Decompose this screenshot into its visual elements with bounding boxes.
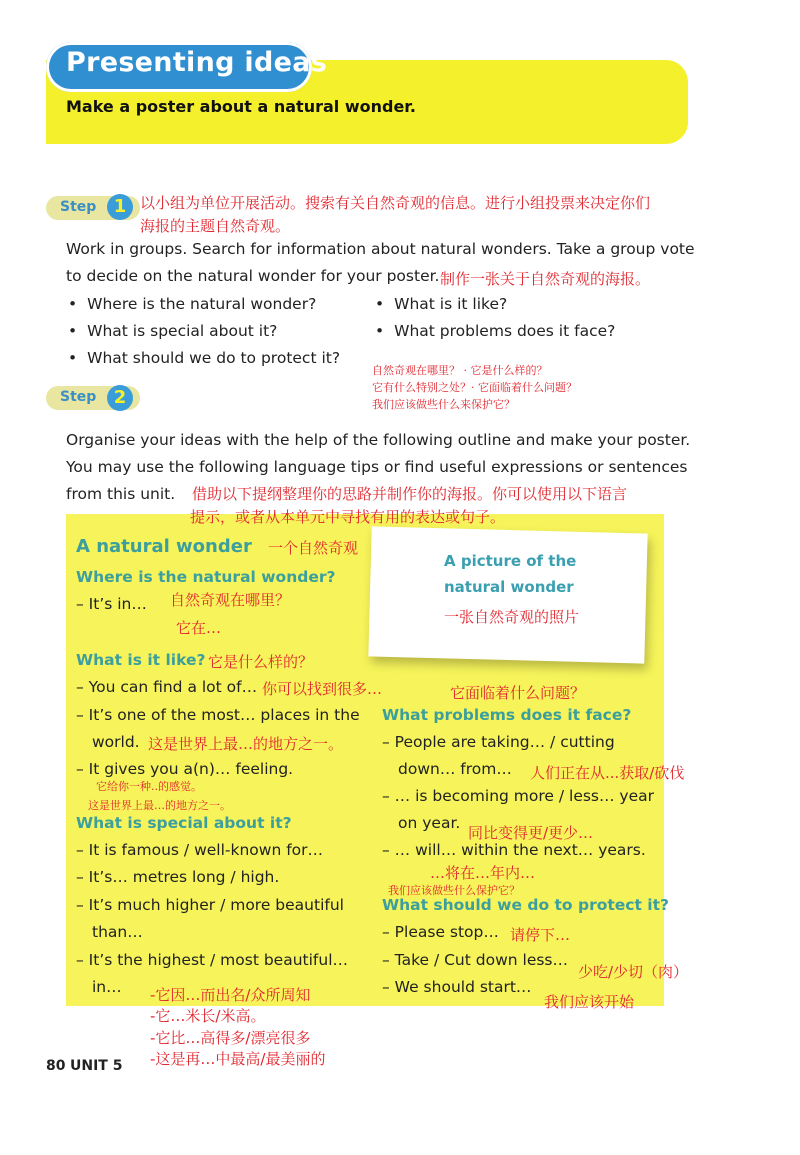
special-item-3: – It’s much higher / more beautiful (76, 896, 344, 914)
unit-label: UNIT 5 (70, 1058, 123, 1074)
like-item1: – You can find a lot of… (76, 678, 258, 696)
protect-heading-cn: 我们应该做些什么保护它？ (388, 884, 520, 897)
where-cn: 自然奇观在哪里？ (170, 591, 291, 609)
page-title: Presenting ideas (66, 47, 328, 78)
cn-bullet-3: 我们应该做些什么来保护它？ (372, 398, 515, 411)
where-item-cn: 它在… (176, 619, 222, 637)
picture-label-line2: natural wonder (444, 578, 574, 596)
problems-item-1: – People are taking… / cutting (382, 733, 615, 751)
special-cn-4: -这是再…中最高/最美丽的 (150, 1050, 326, 1068)
protect-cn-1: 请停下… (510, 926, 571, 944)
like-item2-cn: 这是世界上最…的地方之一。 (148, 735, 344, 753)
step1-number: 1 (107, 194, 133, 220)
like-item1-cn: 你可以找到很多… (262, 680, 383, 698)
step2-cn-note-line1: 借助以下提纲整理你的思路并制作你的海报。你可以使用以下语言 (192, 485, 628, 503)
step2-label: Step (60, 389, 97, 405)
problems-heading: What problems does it face? (382, 706, 632, 724)
step1-cn-poster: 制作一张关于自然奇观的海报。 (440, 270, 651, 288)
problems-item-3: – … will… within the next… years. (382, 841, 646, 859)
step2-cn-note-line2: 提示，或者从本单元中寻找有用的表达或句子。 (190, 508, 506, 526)
like-item2-line1: – It’s one of the most… places in the (76, 706, 360, 724)
step2-text-line3: from this unit. (66, 485, 176, 503)
special-cn-2: -它…米长/米高。 (150, 1007, 266, 1025)
like-item3: – It gives you a(n)… feeling. (76, 760, 294, 778)
like-cn: 它是什么样的？ (208, 653, 314, 671)
protect-item-1: – Please stop… (382, 923, 499, 941)
step1-cn-note-line2: 海报的主题自然奇观。 (140, 217, 291, 235)
page-number: 80 (46, 1058, 66, 1074)
where-item: – It’s in… (76, 595, 147, 613)
protect-cn-3: 我们应该开始 (544, 993, 635, 1011)
problems-item-2b: on year. (398, 814, 461, 832)
special-cn-3: -它比…高得多/漂亮很多 (150, 1029, 311, 1047)
special-heading: What is special about it? (76, 814, 292, 832)
problems-cn-2: 同比变得更/更少… (468, 824, 594, 842)
special-item-2: – It’s… metres long / high. (76, 868, 280, 886)
bullet-problems: • What problems does it face? (375, 322, 615, 340)
special-item-4: – It’s the highest / most beautiful… (76, 951, 349, 969)
like-item2-line2: world. (92, 733, 140, 751)
step2-number: 2 (107, 385, 133, 411)
protect-item-2: – Take / Cut down less… (382, 951, 569, 969)
like-item3-cn: 它给你一种..的感觉。 (96, 780, 202, 793)
special-item-1: – It is famous / well-known for… (76, 841, 324, 859)
cn-bullet-2: 它有什么特别之处？· 它面临着什么问题？ (372, 381, 577, 394)
cn-bullet-1: 自然奇观在哪里？ · 它是什么样的？ (372, 364, 548, 377)
special-cn-1: -它因…而出名/众所周知 (150, 986, 311, 1004)
bullet-where: • Where is the natural wonder? (68, 295, 316, 313)
step2-text-line1: Organise your ideas with the help of the following outline and make your poster. (66, 431, 691, 449)
where-heading: Where is the natural wonder? (76, 568, 336, 586)
page-subtitle: Make a poster about a natural wonder. (66, 97, 416, 116)
picture-label-cn: 一张自然奇观的照片 (444, 608, 580, 626)
outline-title-cn: 一个自然奇观 (268, 539, 359, 557)
step1-text-line1: Work in groups. Search for information about natural wonders. Take a group vote (66, 240, 695, 258)
bullet-protect: • What should we do to protect it? (68, 349, 340, 367)
problems-cn-1: 人们正在从...获取/砍伐 (530, 764, 685, 782)
protect-cn-2: 少吃/少切（肉） (578, 963, 689, 981)
outline-title: A natural wonder (76, 536, 252, 557)
problems-heading-cn: 它面临着什么问题？ (450, 684, 586, 702)
protect-heading: What should we do to protect it? (382, 896, 669, 914)
problems-item-1b: down… from… (398, 760, 512, 778)
step1-label: Step (60, 199, 97, 215)
bullet-special: • What is special about it? (68, 322, 277, 340)
bullet-like: • What is it like? (375, 295, 507, 313)
picture-label-line1: A picture of the (444, 552, 577, 570)
like-item2-cn-b: 这是世界上最…的地方之一。 (88, 799, 231, 812)
problems-cn-3: …将在…年内… (430, 864, 536, 882)
special-item-4b: in… (92, 978, 122, 996)
step1-text-line2: to decide on the natural wonder for your poster. (66, 267, 440, 285)
step1-cn-note-line1: 以小组为单位开展活动。搜索有关自然奇观的信息。进行小组投票来决定你们 (140, 194, 651, 212)
like-heading: What is it like? (76, 651, 206, 669)
problems-item-2: – … is becoming more / less… year (382, 787, 655, 805)
special-item-3b: than… (92, 923, 143, 941)
step2-text-line2: You may use the following language tips or find useful expressions or sentences (66, 458, 688, 476)
protect-item-3: – We should start… (382, 978, 532, 996)
